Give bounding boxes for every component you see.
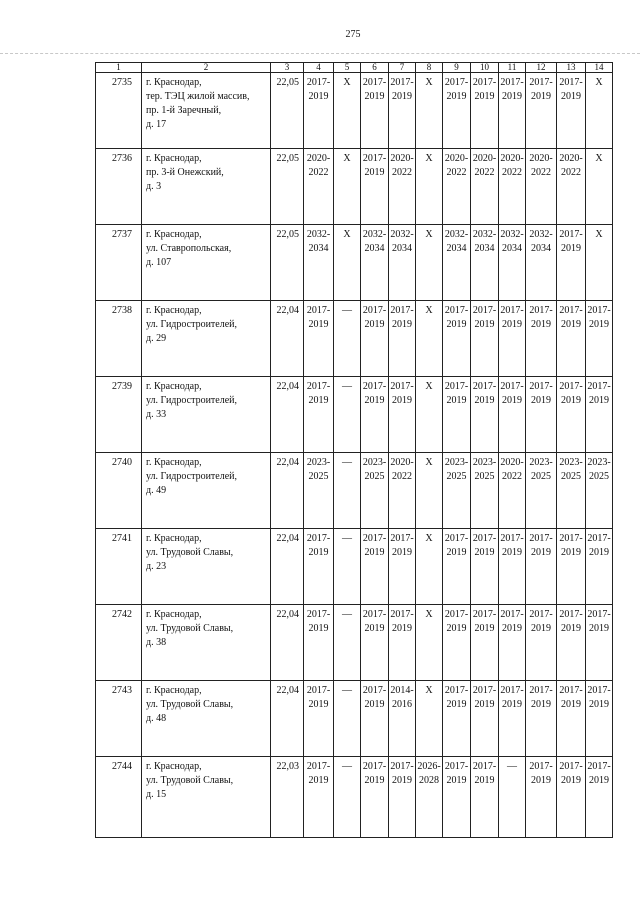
area-cell: 22,05 [271,149,304,225]
value-cell-col-10: 2032- 2034 [471,225,499,301]
value-cell-col-14: 2017- 2019 [586,681,613,757]
address-line: ул. Гидростроителей, [146,319,238,330]
value-cell-col-14: Х [586,149,613,225]
value-cell-col-12: 2020- 2022 [526,149,557,225]
column-header: 3 [271,63,304,73]
value-cell-col-10: 2017- 2019 [471,301,499,377]
area-cell: 22,04 [271,377,304,453]
address-line: г. Краснодар, [146,609,202,620]
address-line: д. 48 [146,713,167,724]
value-cell-col-5: — [334,757,361,838]
address-line: д. 38 [146,637,167,648]
address-line: г. Краснодар, [146,153,202,164]
value-cell-col-12: 2017- 2019 [526,757,557,838]
address-cell [142,377,271,453]
value-cell-col-7: 2032- 2034 [389,225,416,301]
table-row [96,757,613,838]
value-cell-col-5: Х [334,73,361,149]
table-row [96,149,613,225]
value-cell-col-12: 2017- 2019 [526,605,557,681]
value-cell-col-5: — [334,301,361,377]
value-cell-col-7: 2017- 2019 [389,605,416,681]
address-line: ул. Трудовой Славы, [146,775,234,786]
value-cell-col-11: 2020- 2022 [499,149,526,225]
value-cell-col-9: 2032- 2034 [443,225,471,301]
value-cell-col-13: 2017- 2019 [557,73,586,149]
value-cell-col-5: — [334,453,361,529]
address-line: д. 29 [146,333,167,344]
value-cell-col-4: 2017- 2019 [304,681,334,757]
value-cell-col-11: 2017- 2019 [499,301,526,377]
column-header: 11 [499,63,526,73]
address-line: тер. ТЭЦ жилой массив, [146,91,250,102]
value-cell-col-14: 2017- 2019 [586,529,613,605]
address-cell [142,453,271,529]
value-cell-col-8: Х [416,377,443,453]
value-cell-col-10: 2020- 2022 [471,149,499,225]
table-row [96,529,613,605]
address-line: д. 17 [146,119,167,130]
value-cell-col-9: 2017- 2019 [443,605,471,681]
table-row [96,301,613,377]
address-cell [142,757,271,838]
value-cell-col-14: Х [586,73,613,149]
column-header: 14 [586,63,613,73]
address-cell [142,225,271,301]
value-cell-col-6: 2017- 2019 [361,529,389,605]
value-cell-col-14: 2017- 2019 [586,757,613,838]
address-line: ул. Гидростроителей, [146,395,238,406]
address-cell [142,681,271,757]
value-cell-col-7: 2020- 2022 [389,453,416,529]
value-cell-col-4: 2020- 2022 [304,149,334,225]
value-cell-col-4: 2032- 2034 [304,225,334,301]
value-cell-col-12: 2023- 2025 [526,453,557,529]
value-cell-col-7: 2020- 2022 [389,149,416,225]
value-cell-col-4: 2017- 2019 [304,73,334,149]
address-line: г. Краснодар, [146,77,202,88]
value-cell-col-13: 2017- 2019 [557,757,586,838]
value-cell-col-9: 2017- 2019 [443,529,471,605]
value-cell-col-11: 2017- 2019 [499,377,526,453]
value-cell-col-12: 2032- 2034 [526,225,557,301]
value-cell-col-6: 2017- 2019 [361,757,389,838]
column-header: 12 [526,63,557,73]
value-cell-col-10: 2017- 2019 [471,529,499,605]
value-cell-col-5: Х [334,149,361,225]
column-header: 1 [96,63,142,73]
row-number: 2739 [96,377,142,453]
table-row [96,225,613,301]
value-cell-col-4: 2017- 2019 [304,301,334,377]
address-line: д. 49 [146,485,167,496]
value-cell-col-11: 2032- 2034 [499,225,526,301]
row-number: 2743 [96,681,142,757]
address-line: г. Краснодар, [146,229,202,240]
column-header: 2 [142,63,271,73]
value-cell-col-9: 2017- 2019 [443,377,471,453]
value-cell-col-8: Х [416,605,443,681]
address-line: г. Краснодар, [146,761,202,772]
address-cell [142,73,271,149]
value-cell-col-7: 2017- 2019 [389,301,416,377]
value-cell-col-11: 2017- 2019 [499,73,526,149]
table-row [96,605,613,681]
value-cell-col-10: 2017- 2019 [471,377,499,453]
address-line: ул. Гидростроителей, [146,471,238,482]
value-cell-col-10: 2023- 2025 [471,453,499,529]
address-line: г. Краснодар, [146,457,202,468]
area-cell: 22,04 [271,681,304,757]
address-line: пр. 3-й Онежский, [146,167,224,178]
value-cell-col-5: — [334,605,361,681]
value-cell-col-10: 2017- 2019 [471,605,499,681]
value-cell-col-6: 2017- 2019 [361,681,389,757]
table-row [96,453,613,529]
value-cell-col-9: 2017- 2019 [443,73,471,149]
value-cell-col-14: 2017- 2019 [586,605,613,681]
value-cell-col-5: — [334,377,361,453]
column-header: 6 [361,63,389,73]
value-cell-col-12: 2017- 2019 [526,529,557,605]
address-line: д. 15 [146,789,167,800]
area-cell: 22,04 [271,301,304,377]
value-cell-col-11: 2017- 2019 [499,681,526,757]
column-header: 8 [416,63,443,73]
value-cell-col-8: Х [416,529,443,605]
value-cell-col-13: 2017- 2019 [557,605,586,681]
value-cell-col-11: — [499,757,526,838]
row-number: 2736 [96,149,142,225]
area-cell: 22,04 [271,605,304,681]
value-cell-col-4: 2023- 2025 [304,453,334,529]
table-row [96,73,613,149]
area-cell: 22,04 [271,453,304,529]
address-line: ул. Трудовой Славы, [146,547,234,558]
value-cell-col-11: 2017- 2019 [499,605,526,681]
value-cell-col-5: — [334,529,361,605]
data-table [95,62,613,838]
value-cell-col-14: Х [586,225,613,301]
value-cell-col-11: 2017- 2019 [499,529,526,605]
area-cell: 22,05 [271,73,304,149]
address-line: д. 33 [146,409,167,420]
value-cell-col-8: Х [416,73,443,149]
value-cell-col-14: 2017- 2019 [586,377,613,453]
value-cell-col-4: 2017- 2019 [304,377,334,453]
column-header: 4 [304,63,334,73]
value-cell-col-4: 2017- 2019 [304,529,334,605]
value-cell-col-8: Х [416,453,443,529]
value-cell-col-6: 2032- 2034 [361,225,389,301]
table-row [96,681,613,757]
value-cell-col-7: 2017- 2019 [389,529,416,605]
value-cell-col-14: 2017- 2019 [586,301,613,377]
value-cell-col-6: 2017- 2019 [361,377,389,453]
value-cell-col-8: Х [416,681,443,757]
value-cell-col-6: 2017- 2019 [361,301,389,377]
address-line: г. Краснодар, [146,381,202,392]
row-number: 2744 [96,757,142,838]
column-header: 5 [334,63,361,73]
address-line: ул. Ставропольская, [146,243,232,254]
value-cell-col-8: Х [416,225,443,301]
value-cell-col-12: 2017- 2019 [526,377,557,453]
value-cell-col-14: 2023- 2025 [586,453,613,529]
value-cell-col-4: 2017- 2019 [304,605,334,681]
value-cell-col-10: 2017- 2019 [471,73,499,149]
area-cell: 22,05 [271,225,304,301]
area-cell: 22,03 [271,757,304,838]
address-cell [142,149,271,225]
row-number: 2735 [96,73,142,149]
row-number: 2740 [96,453,142,529]
value-cell-col-9: 2017- 2019 [443,301,471,377]
column-header: 7 [389,63,416,73]
value-cell-col-13: 2020- 2022 [557,149,586,225]
column-header: 9 [443,63,471,73]
value-cell-col-13: 2017- 2019 [557,225,586,301]
address-line: ул. Трудовой Славы, [146,623,234,634]
row-number: 2738 [96,301,142,377]
value-cell-col-8: Х [416,149,443,225]
table-row [96,377,613,453]
value-cell-col-5: — [334,681,361,757]
value-cell-col-13: 2023- 2025 [557,453,586,529]
row-number: 2737 [96,225,142,301]
value-cell-col-8: Х [416,301,443,377]
address-line: д. 23 [146,561,167,572]
value-cell-col-6: 2017- 2019 [361,605,389,681]
value-cell-col-7: 2017- 2019 [389,757,416,838]
row-number: 2742 [96,605,142,681]
value-cell-col-8: 2026- 2028 [416,757,443,838]
value-cell-col-9: 2023- 2025 [443,453,471,529]
value-cell-col-7: 2017- 2019 [389,377,416,453]
value-cell-col-9: 2020- 2022 [443,149,471,225]
address-line: г. Краснодар, [146,305,202,316]
value-cell-col-7: 2014- 2016 [389,681,416,757]
value-cell-col-7: 2017- 2019 [389,73,416,149]
value-cell-col-10: 2017- 2019 [471,757,499,838]
value-cell-col-12: 2017- 2019 [526,73,557,149]
address-line: ул. Трудовой Славы, [146,699,234,710]
value-cell-col-10: 2017- 2019 [471,681,499,757]
value-cell-col-4: 2017- 2019 [304,757,334,838]
value-cell-col-9: 2017- 2019 [443,757,471,838]
value-cell-col-13: 2017- 2019 [557,529,586,605]
value-cell-col-6: 2017- 2019 [361,149,389,225]
value-cell-col-9: 2017- 2019 [443,681,471,757]
column-header: 13 [557,63,586,73]
value-cell-col-13: 2017- 2019 [557,301,586,377]
value-cell-col-12: 2017- 2019 [526,681,557,757]
address-cell [142,605,271,681]
column-header-row [96,63,613,73]
address-line: г. Краснодар, [146,685,202,696]
address-line: д. 3 [146,181,162,192]
row-number: 2741 [96,529,142,605]
table-body [96,63,613,838]
value-cell-col-13: 2017- 2019 [557,377,586,453]
address-line: пр. 1-й Заречный, [146,105,222,116]
value-cell-col-13: 2017- 2019 [557,681,586,757]
area-cell: 22,04 [271,529,304,605]
value-cell-col-11: 2020- 2022 [499,453,526,529]
address-cell [142,529,271,605]
address-cell [142,301,271,377]
page-number: 275 [345,29,361,40]
scan-edge-line [0,53,640,54]
value-cell-col-5: Х [334,225,361,301]
column-header: 10 [471,63,499,73]
address-line: г. Краснодар, [146,533,202,544]
value-cell-col-6: 2017- 2019 [361,73,389,149]
value-cell-col-6: 2023- 2025 [361,453,389,529]
value-cell-col-12: 2017- 2019 [526,301,557,377]
address-line: д. 107 [146,257,172,268]
